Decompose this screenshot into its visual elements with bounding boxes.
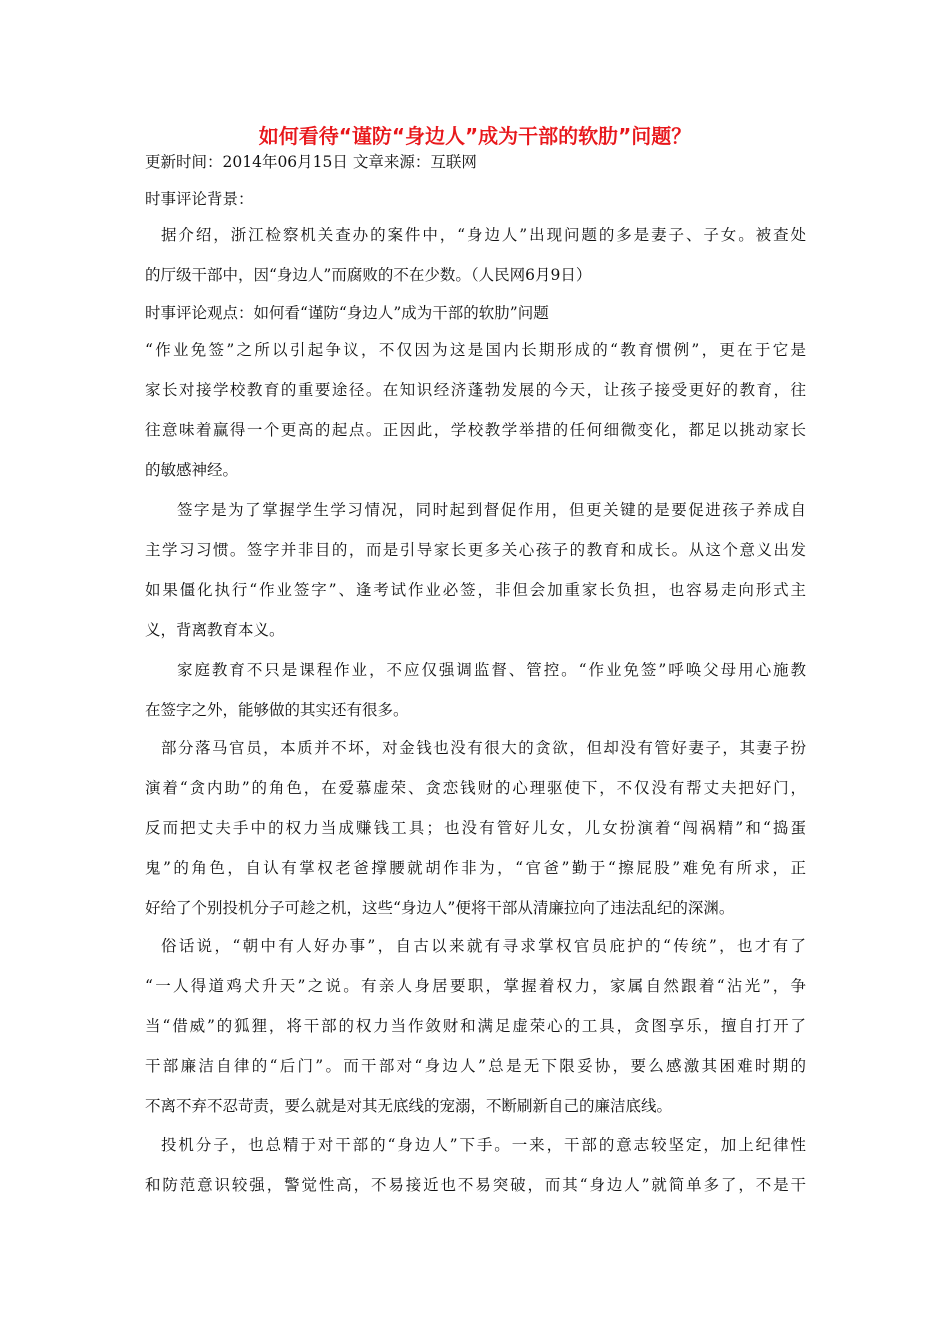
paragraph-4-line: 部分落马官员，本质并不坏，对金钱也没有很大的贪欲，但却没有管好妻子，其妻子扮 [161,739,806,757]
paragraph-5-line: 不离不弃不忍苛责，要么就是对其无底线的宠溺，不断刷新自己的廉洁底线。 [145,1097,673,1115]
paragraph-4-line: 好给了个别投机分子可趁之机，这些“身边人”便将干部从清廉拉向了违法乱纪的深渊。 [145,899,735,917]
paragraph-2-line: 如果僵化执行“作业签字”、逢考试作业必签，非但会加重家长负担，也容易走向形式主 [145,581,806,599]
paragraph-1-line: “作业免签”之所以引起争议，不仅因为这是国内长期形成的“教育惯例”，更在于它是 [145,341,806,359]
paragraph-3-line: 在签字之外，能够做的其实还有很多。 [145,701,409,719]
paragraph-2-line: 签字是为了掌握学生学习情况，同时起到督促作用，但更关键的是要促进孩子养成自 [177,501,806,519]
paragraph-4-line: 反而把丈夫手中的权力当成赚钱工具；也没有管好儿女，儿女扮演着“闯祸精”和“捣蛋 [145,819,806,837]
viewpoint-heading: 时事评论观点：如何看“谨防“身边人”成为干部的软肋”问题 [145,304,549,322]
paragraph-5-line: 当“借威”的狐狸，将干部的权力当作敛财和满足虚荣心的工具，贪图享乐，擅自打开了 [145,1017,806,1035]
paragraph-5-line: 干部廉洁自律的“后门”。而干部对“身边人”总是无下限妥协，要么感激其困难时期的 [145,1057,806,1075]
paragraph-5-line: “一人得道鸡犬升天”之说。有亲人身居要职，掌握着权力，家属自然跟着“沾光”，争 [145,977,806,995]
paragraph-5-line: 俗话说，“朝中有人好办事”，自古以来就有寻求掌权官员庇护的“传统”，也才有了 [161,937,806,955]
paragraph-2-line: 主学习习惯。签字并非目的，而是引导家长更多关心孩子的教育和成长。从这个意义出发 [145,541,806,559]
paragraph-6-line: 和防范意识较强，警觉性高，不易接近也不易突破，而其“身边人”就简单多了，不是干 [145,1176,806,1194]
paragraph-4-line: 鬼”的角色，自认有掌权老爸撑腰就胡作非为，“官爸”勤于“擦屁股”难免有所求，正 [145,859,806,877]
paragraph-1-line: 的敏感神经。 [145,461,239,479]
paragraph-1-line: 往意味着赢得一个更高的起点。正因此，学校教学举措的任何细微变化，都足以挑动家长 [145,421,806,439]
paragraph-4-line: 演着“贪内助”的角色，在爱慕虚荣、贪恋钱财的心理驱使下，不仅没有帮丈夫把好门， [145,779,806,797]
paragraph-2-line: 义，背离教育本义。 [145,621,285,639]
background-line: 的厅级干部中，因“身边人”而腐败的不在少数。（人民网6月9日） [145,266,592,284]
article-title: 如何看待“谨防“身边人”成为干部的软肋”问题？ [258,124,692,148]
background-line: 据介绍，浙江检察机关查办的案件中，“身边人”出现问题的多是妻子、子女。被查处 [161,226,806,244]
paragraph-6-line: 投机分子，也总精于对干部的“身边人”下手。一来，干部的意志较坚定，加上纪律性 [161,1136,806,1154]
background-heading: 时事评论背景： [145,190,254,208]
paragraph-3-line: 家庭教育不只是课程作业，不应仅强调监督、管控。“作业免签”呼唤父母用心施教 [177,661,806,679]
article-meta: 更新时间：2014年06月15日 文章来源：互联网 [145,153,477,171]
paragraph-1-line: 家长对接学校教育的重要途径。在知识经济蓬勃发展的今天，让孩子接受更好的教育，往 [145,381,806,399]
